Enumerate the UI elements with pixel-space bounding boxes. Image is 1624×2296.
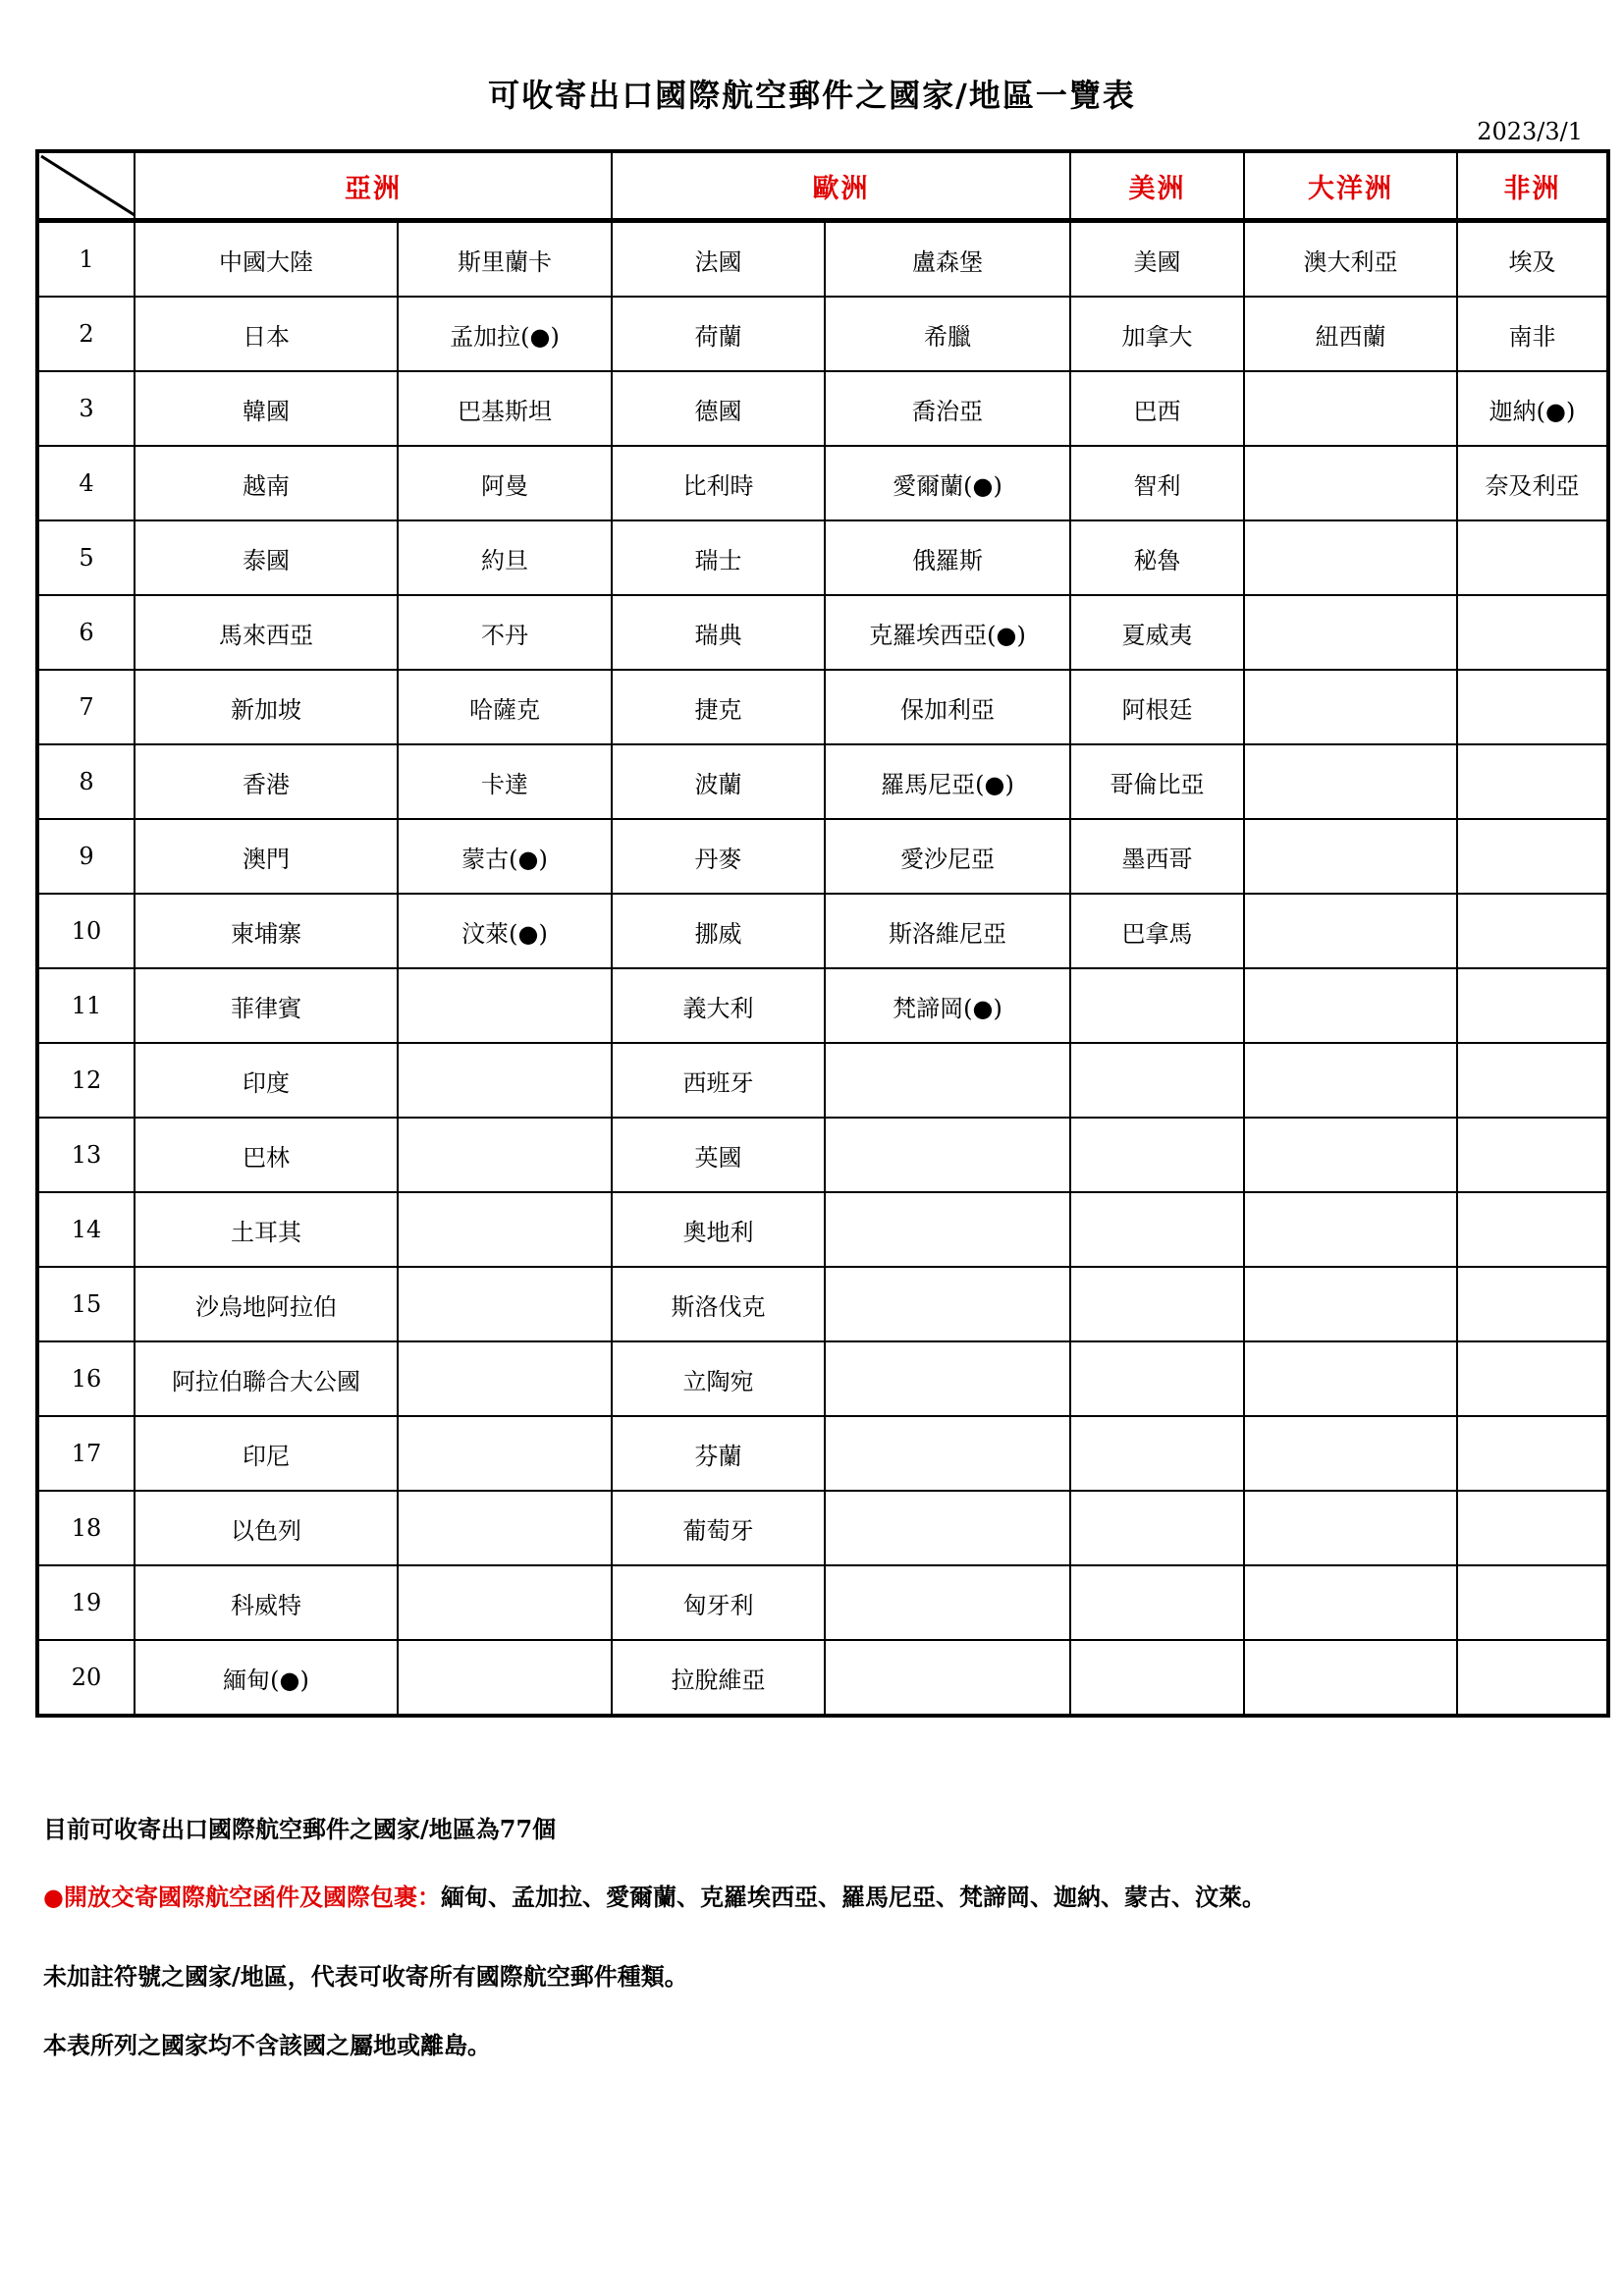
table-body	[37, 221, 1608, 1717]
europe-col-2-cell: 愛沙尼亞	[825, 819, 1070, 894]
row-number-cell: 16	[37, 1341, 135, 1416]
table-row	[37, 1118, 1608, 1192]
africa-col-cell	[1457, 1640, 1608, 1716]
oceania-col-cell: 紐西蘭	[1244, 297, 1457, 371]
americas-col-cell: 墨西哥	[1070, 819, 1244, 894]
americas-col-cell	[1070, 1341, 1244, 1416]
note-limited-list: 緬甸、孟加拉、愛爾蘭、克羅埃西亞、羅馬尼亞、梵諦岡、迦納、蒙古、汶萊。	[440, 1883, 1266, 1911]
corner-cell	[37, 151, 135, 221]
table-row	[37, 744, 1608, 819]
europe-col-1-cell: 匈牙利	[612, 1565, 825, 1640]
africa-col-cell: 埃及	[1457, 221, 1608, 298]
africa-col-cell	[1457, 744, 1608, 819]
europe-col-2-cell: 保加利亞	[825, 670, 1070, 744]
asia-col-2-cell	[398, 1267, 612, 1341]
page-title: 可收寄出口國際航空郵件之國家/地區一覽表	[488, 77, 1136, 114]
table-row	[37, 1267, 1608, 1341]
europe-col-1-cell: 瑞士	[612, 520, 825, 595]
asia-col-1-cell: 沙烏地阿拉伯	[135, 1267, 398, 1341]
africa-col-cell	[1457, 1565, 1608, 1640]
oceania-col-cell	[1244, 595, 1457, 670]
row-number-cell: 19	[37, 1565, 135, 1640]
row-number-cell: 10	[37, 894, 135, 968]
row-number-cell: 20	[37, 1640, 135, 1716]
americas-col-cell	[1070, 968, 1244, 1043]
europe-col-1-cell: 斯洛伐克	[612, 1267, 825, 1341]
asia-col-2-cell	[398, 1640, 612, 1716]
europe-col-2-cell	[825, 1491, 1070, 1565]
europe-col-2-cell: 盧森堡	[825, 221, 1070, 298]
americas-col-cell	[1070, 1416, 1244, 1491]
americas-col-cell: 巴拿馬	[1070, 894, 1244, 968]
americas-col-cell: 哥倫比亞	[1070, 744, 1244, 819]
africa-col-cell	[1457, 1267, 1608, 1341]
africa-col-cell	[1457, 1192, 1608, 1267]
asia-col-2-cell	[398, 1192, 612, 1267]
table-row	[37, 446, 1608, 520]
asia-col-1-cell: 韓國	[135, 371, 398, 446]
header-africa: 非洲	[1457, 151, 1608, 221]
asia-col-2-cell	[398, 968, 612, 1043]
asia-col-1-cell: 新加坡	[135, 670, 398, 744]
table-row	[37, 595, 1608, 670]
asia-col-1-cell: 印度	[135, 1043, 398, 1118]
asia-col-1-cell: 澳門	[135, 819, 398, 894]
europe-col-2-cell	[825, 1267, 1070, 1341]
americas-col-cell: 智利	[1070, 446, 1244, 520]
table-row	[37, 1640, 1608, 1716]
asia-col-2-cell: 斯里蘭卡	[398, 221, 612, 298]
row-number-cell: 4	[37, 446, 135, 520]
asia-col-1-cell: 泰國	[135, 520, 398, 595]
oceania-col-cell	[1244, 819, 1457, 894]
asia-col-1-cell: 土耳其	[135, 1192, 398, 1267]
table-row	[37, 670, 1608, 744]
oceania-col-cell	[1244, 1341, 1457, 1416]
oceania-col-cell: 澳大利亞	[1244, 221, 1457, 298]
asia-col-2-cell: 不丹	[398, 595, 612, 670]
table-row	[37, 221, 1608, 298]
table-row	[37, 1043, 1608, 1118]
row-number-cell: 8	[37, 744, 135, 819]
europe-col-1-cell: 挪威	[612, 894, 825, 968]
oceania-col-cell	[1244, 371, 1457, 446]
row-number-cell: 15	[37, 1267, 135, 1341]
europe-col-2-cell: 羅馬尼亞(●)	[825, 744, 1070, 819]
americas-col-cell: 阿根廷	[1070, 670, 1244, 744]
row-number-cell: 11	[37, 968, 135, 1043]
oceania-col-cell	[1244, 1267, 1457, 1341]
note-territory-exclusion: 本表所列之國家均不含該國之屬地或離島。	[43, 2031, 491, 2059]
asia-col-1-cell: 阿拉伯聯合大公國	[135, 1341, 398, 1416]
table-row	[37, 1565, 1608, 1640]
document-date: 2023/3/1	[1477, 118, 1583, 145]
note-limited-service	[43, 1878, 1266, 1912]
americas-col-cell: 美國	[1070, 221, 1244, 298]
europe-col-2-cell	[825, 1043, 1070, 1118]
asia-col-1-cell: 緬甸(●)	[135, 1640, 398, 1716]
europe-col-2-cell	[825, 1192, 1070, 1267]
oceania-col-cell	[1244, 1118, 1457, 1192]
header-americas: 美洲	[1070, 151, 1244, 221]
africa-col-cell	[1457, 1341, 1608, 1416]
diagonal-line-icon	[39, 153, 135, 218]
asia-col-2-cell: 汶萊(●)	[398, 894, 612, 968]
row-number-cell: 9	[37, 819, 135, 894]
americas-col-cell: 巴西	[1070, 371, 1244, 446]
asia-col-2-cell	[398, 1341, 612, 1416]
europe-col-2-cell: 斯洛維尼亞	[825, 894, 1070, 968]
europe-col-1-cell: 立陶宛	[612, 1341, 825, 1416]
africa-col-cell	[1457, 819, 1608, 894]
header-europe: 歐洲	[612, 151, 1070, 221]
asia-col-1-cell: 巴林	[135, 1118, 398, 1192]
europe-col-1-cell: 丹麥	[612, 819, 825, 894]
oceania-col-cell	[1244, 1565, 1457, 1640]
oceania-col-cell	[1244, 1491, 1457, 1565]
table-row	[37, 1341, 1608, 1416]
table-row	[37, 520, 1608, 595]
table-header-row	[37, 151, 1608, 221]
europe-col-1-cell: 英國	[612, 1118, 825, 1192]
asia-col-2-cell: 卡達	[398, 744, 612, 819]
europe-col-1-cell: 義大利	[612, 968, 825, 1043]
europe-col-1-cell: 葡萄牙	[612, 1491, 825, 1565]
asia-col-2-cell: 孟加拉(●)	[398, 297, 612, 371]
asia-col-1-cell: 馬來西亞	[135, 595, 398, 670]
asia-col-1-cell: 印尼	[135, 1416, 398, 1491]
asia-col-1-cell: 日本	[135, 297, 398, 371]
americas-col-cell	[1070, 1640, 1244, 1716]
table-row	[37, 894, 1608, 968]
europe-col-1-cell: 法國	[612, 221, 825, 298]
note-limited-label: ●開放交寄國際航空函件及國際包裹：	[43, 1883, 441, 1911]
africa-col-cell	[1457, 520, 1608, 595]
europe-col-2-cell	[825, 1118, 1070, 1192]
header-asia: 亞洲	[135, 151, 612, 221]
europe-col-1-cell: 拉脫維亞	[612, 1640, 825, 1716]
row-number-cell: 14	[37, 1192, 135, 1267]
asia-col-2-cell	[398, 1043, 612, 1118]
europe-col-1-cell: 西班牙	[612, 1043, 825, 1118]
europe-col-1-cell: 波蘭	[612, 744, 825, 819]
asia-col-1-cell: 以色列	[135, 1491, 398, 1565]
africa-col-cell	[1457, 670, 1608, 744]
asia-col-1-cell: 越南	[135, 446, 398, 520]
africa-col-cell: 南非	[1457, 297, 1608, 371]
africa-col-cell	[1457, 894, 1608, 968]
row-number-cell: 3	[37, 371, 135, 446]
africa-col-cell	[1457, 1043, 1608, 1118]
row-number-cell: 13	[37, 1118, 135, 1192]
americas-col-cell	[1070, 1491, 1244, 1565]
asia-col-2-cell: 阿曼	[398, 446, 612, 520]
row-number-cell: 7	[37, 670, 135, 744]
asia-col-1-cell: 菲律賓	[135, 968, 398, 1043]
americas-col-cell	[1070, 1043, 1244, 1118]
americas-col-cell	[1070, 1192, 1244, 1267]
europe-col-1-cell: 荷蘭	[612, 297, 825, 371]
oceania-col-cell	[1244, 1640, 1457, 1716]
oceania-col-cell	[1244, 968, 1457, 1043]
europe-col-1-cell: 德國	[612, 371, 825, 446]
europe-col-2-cell: 喬治亞	[825, 371, 1070, 446]
americas-col-cell: 夏威夷	[1070, 595, 1244, 670]
asia-col-2-cell	[398, 1565, 612, 1640]
asia-col-1-cell: 中國大陸	[135, 221, 398, 298]
europe-col-1-cell: 捷克	[612, 670, 825, 744]
table-row	[37, 1491, 1608, 1565]
europe-col-1-cell: 芬蘭	[612, 1416, 825, 1491]
header-oceania: 大洋洲	[1244, 151, 1457, 221]
oceania-col-cell	[1244, 446, 1457, 520]
row-number-cell: 12	[37, 1043, 135, 1118]
table-row	[37, 297, 1608, 371]
asia-col-2-cell: 約旦	[398, 520, 612, 595]
table-row	[37, 968, 1608, 1043]
asia-col-2-cell: 巴基斯坦	[398, 371, 612, 446]
oceania-col-cell	[1244, 520, 1457, 595]
oceania-col-cell	[1244, 744, 1457, 819]
row-number-cell: 2	[37, 297, 135, 371]
europe-col-2-cell: 愛爾蘭(●)	[825, 446, 1070, 520]
africa-col-cell	[1457, 1491, 1608, 1565]
asia-col-2-cell: 哈薩克	[398, 670, 612, 744]
asia-col-1-cell: 科威特	[135, 1565, 398, 1640]
asia-col-1-cell: 柬埔寨	[135, 894, 398, 968]
europe-col-2-cell	[825, 1640, 1070, 1716]
africa-col-cell	[1457, 595, 1608, 670]
asia-col-2-cell	[398, 1491, 612, 1565]
europe-col-2-cell: 希臘	[825, 297, 1070, 371]
europe-col-2-cell	[825, 1416, 1070, 1491]
table-row	[37, 371, 1608, 446]
table-row	[37, 819, 1608, 894]
oceania-col-cell	[1244, 670, 1457, 744]
row-number-cell: 18	[37, 1491, 135, 1565]
row-number-cell: 17	[37, 1416, 135, 1491]
europe-col-2-cell	[825, 1341, 1070, 1416]
africa-col-cell: 迦納(●)	[1457, 371, 1608, 446]
europe-col-2-cell: 梵諦岡(●)	[825, 968, 1070, 1043]
asia-col-2-cell: 蒙古(●)	[398, 819, 612, 894]
americas-col-cell	[1070, 1565, 1244, 1640]
africa-col-cell	[1457, 1416, 1608, 1491]
oceania-col-cell	[1244, 894, 1457, 968]
europe-col-1-cell: 奧地利	[612, 1192, 825, 1267]
asia-col-2-cell	[398, 1118, 612, 1192]
europe-col-1-cell: 瑞典	[612, 595, 825, 670]
oceania-col-cell	[1244, 1043, 1457, 1118]
country-table	[35, 149, 1610, 1718]
note-unmarked-meaning: 未加註符號之國家/地區，代表可收寄所有國際航空郵件種類。	[43, 1962, 688, 1991]
africa-col-cell	[1457, 1118, 1608, 1192]
europe-col-2-cell: 克羅埃西亞(●)	[825, 595, 1070, 670]
africa-col-cell: 奈及利亞	[1457, 446, 1608, 520]
europe-col-1-cell: 比利時	[612, 446, 825, 520]
europe-col-2-cell: 俄羅斯	[825, 520, 1070, 595]
europe-col-2-cell	[825, 1565, 1070, 1640]
note-total-count: 目前可收寄出口國際航空郵件之國家/地區為77個	[43, 1815, 557, 1843]
row-number-cell: 1	[37, 221, 135, 298]
africa-col-cell	[1457, 968, 1608, 1043]
americas-col-cell: 加拿大	[1070, 297, 1244, 371]
asia-col-2-cell	[398, 1416, 612, 1491]
asia-col-1-cell: 香港	[135, 744, 398, 819]
table-row	[37, 1192, 1608, 1267]
row-number-cell: 5	[37, 520, 135, 595]
americas-col-cell	[1070, 1267, 1244, 1341]
americas-col-cell	[1070, 1118, 1244, 1192]
table-row	[37, 1416, 1608, 1491]
oceania-col-cell	[1244, 1192, 1457, 1267]
row-number-cell: 6	[37, 595, 135, 670]
oceania-col-cell	[1244, 1416, 1457, 1491]
americas-col-cell: 秘魯	[1070, 520, 1244, 595]
